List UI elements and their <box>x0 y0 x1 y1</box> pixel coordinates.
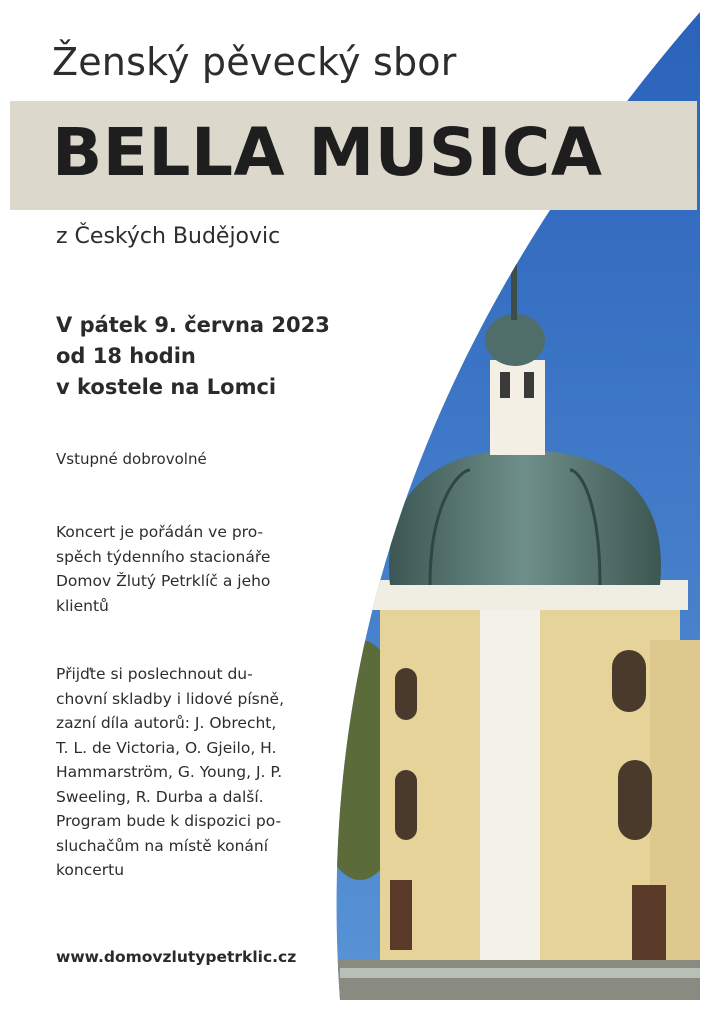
text-line: Koncert je pořádán ve pro- <box>56 523 264 541</box>
text-line: koncertu <box>56 861 125 879</box>
church-spire <box>511 260 517 320</box>
website-link[interactable]: www.domovzlutypetrklic.cz <box>56 948 297 966</box>
leaves-branch <box>350 340 394 400</box>
choir-origin: z Českých Budějovic <box>56 224 281 249</box>
text-line: klientů <box>56 596 109 615</box>
lantern-dome <box>485 314 545 366</box>
text-line: T. L. de Victoria, O. Gjeilo, H. <box>56 738 277 757</box>
event-details <box>56 310 330 403</box>
text-line: chovní skladby i lidové písně, <box>56 689 285 708</box>
text-line: zazní díla autorů: J. Obrecht, <box>56 714 277 732</box>
text-line: spěch týdenního stacionáře <box>56 547 271 566</box>
text-line: Domov Žlutý Petrklíč a jeho <box>56 572 271 590</box>
church-window <box>395 770 417 840</box>
church-pilaster <box>480 600 540 970</box>
church-window <box>618 760 652 840</box>
admission-note: Vstupné dobrovolné <box>56 450 207 468</box>
church-door <box>632 885 666 965</box>
text-line: Přijďte si poslechnout du- <box>56 665 253 683</box>
church-window <box>612 650 646 712</box>
choir-title: BELLA MUSICA <box>52 114 603 191</box>
event-venue: v kostele na Lomci <box>56 375 277 399</box>
text-line: sluchačům na místě konání <box>56 836 269 855</box>
choir-subtitle: Ženský pěvecký sbor <box>52 40 457 84</box>
text-line: Sweeling, R. Durba a další. <box>56 787 264 806</box>
event-time: od 18 hodin <box>56 344 196 368</box>
program-paragraph <box>56 662 284 883</box>
text-line: Program bude k dispozici po- <box>56 812 282 830</box>
text-line: Hammarström, G. Young, J. P. <box>56 763 283 781</box>
benefit-paragraph <box>56 520 270 618</box>
church-window <box>395 668 417 720</box>
church-door <box>390 880 412 950</box>
event-date: V pátek 9. června 2023 <box>56 313 330 337</box>
church-lantern <box>490 360 545 455</box>
